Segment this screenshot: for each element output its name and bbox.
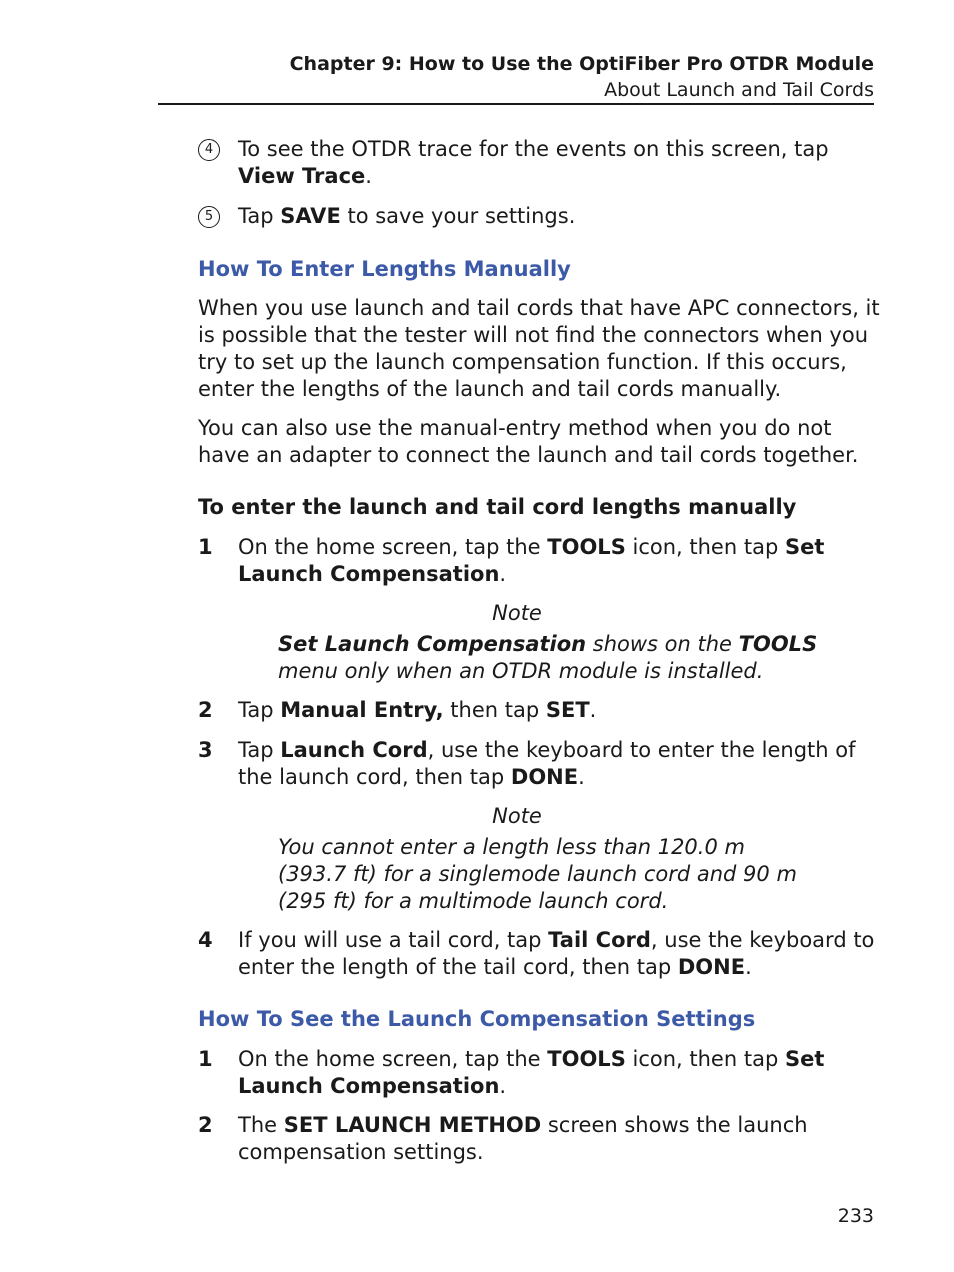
- step-number: 1: [198, 535, 213, 559]
- step-text: Tap SAVE to save your settings.: [238, 204, 576, 228]
- procedure-title: To enter the launch and tail cord lengths manually: [198, 495, 797, 519]
- step-text: Tap Launch Cord, use the keyboard to enter the length of the launch cord, then tap DONE.: [238, 738, 856, 789]
- step-text: On the home screen, tap the TOOLS icon, then tap Set Launch Compensation.: [238, 535, 825, 586]
- step-text: The SET LAUNCH METHOD screen shows the launch compensation settings.: [238, 1113, 808, 1164]
- step-text: Tap Manual Entry, then tap SET.: [238, 698, 597, 722]
- step-text: To see the OTDR trace for the events on this screen, tap View Trace.: [238, 137, 829, 188]
- note-text: You cannot enter a length less than 120.0 m (393.7 ft) for a singlemode launch cord and 90 m (295 ft) for a multimode launch cord.: [278, 835, 797, 913]
- step-number: 2: [198, 1113, 213, 1137]
- note-text: Set Launch Compensation shows on the TOOLS menu only when an OTDR module is installed.: [278, 632, 818, 683]
- section-heading: How To Enter Lengths Manually: [198, 257, 571, 281]
- body-paragraph: When you use launch and tail cords that have APC connectors, it is possible that the tester will not find the connectors when you try to set up the launch compensation function. If this occurs, enter the lengths of the launch and tail cords manually.: [198, 296, 880, 401]
- step-number: 3: [198, 738, 213, 762]
- step-number: 2: [198, 698, 213, 722]
- step-text: On the home screen, tap the TOOLS icon, then tap Set Launch Compensation.: [238, 1047, 825, 1098]
- chapter-header: Chapter 9: How to Use the OptiFiber Pro OTDR Module: [289, 53, 874, 75]
- step-marker-circle: 5: [198, 206, 220, 228]
- section-header: About Launch and Tail Cords: [604, 79, 874, 101]
- step-marker-circle: 4: [198, 139, 220, 161]
- section-heading: How To See the Launch Compensation Settings: [198, 1007, 756, 1031]
- step-text: If you will use a tail cord, tap Tail Cord, use the keyboard to enter the length of the tail cord, then tap DONE.: [238, 928, 875, 979]
- step-number: 4: [198, 928, 213, 952]
- body-paragraph: You can also use the manual-entry method when you do not have an adapter to connect the launch and tail cords together.: [198, 416, 859, 467]
- header-rule: [158, 103, 874, 105]
- page-number: 233: [837, 1205, 874, 1227]
- step-number: 1: [198, 1047, 213, 1071]
- note-label: Note: [492, 804, 542, 828]
- note-label: Note: [492, 601, 542, 625]
